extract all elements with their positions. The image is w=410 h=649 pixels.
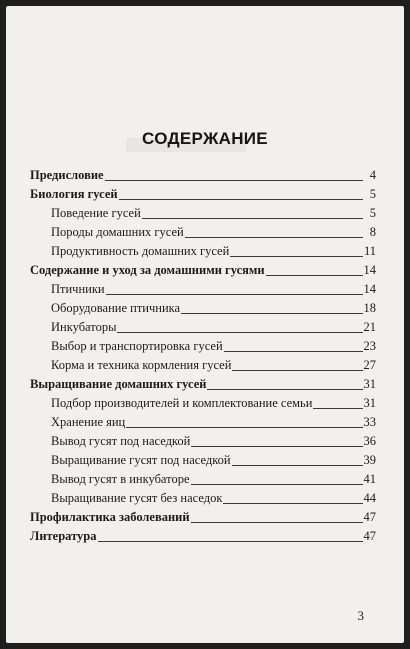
toc-entry-page: 14 bbox=[363, 263, 376, 277]
dot-leader bbox=[266, 274, 363, 276]
dot-leader bbox=[106, 293, 363, 295]
toc-section-entry bbox=[30, 506, 376, 525]
toc-entry-title: Поведение гусей bbox=[51, 206, 141, 220]
toc-section-entry bbox=[30, 373, 376, 392]
toc-subsection-entry bbox=[30, 316, 376, 335]
dot-leader bbox=[126, 426, 362, 428]
toc-entry-page: 5 bbox=[369, 206, 376, 220]
dot-leader bbox=[191, 483, 363, 485]
toc-entry-title: Породы домашних гусей bbox=[51, 225, 184, 239]
dot-leader bbox=[191, 521, 363, 523]
dot-leader bbox=[181, 312, 362, 314]
toc-entry-title: Оборудование птичника bbox=[51, 301, 181, 315]
toc-entry-title: Биология гусей bbox=[30, 187, 118, 201]
toc-entry-title: Хранение яиц bbox=[51, 415, 126, 429]
toc-entry-title: Выбор и транспортировка гусей bbox=[51, 339, 223, 353]
toc-subsection-entry bbox=[30, 202, 376, 221]
toc-entry-title: Подбор производителей и комплектование семьи bbox=[51, 396, 313, 410]
toc-entry-page: 47 bbox=[363, 529, 376, 543]
toc-subsection-entry bbox=[30, 240, 376, 259]
toc-section-entry bbox=[30, 525, 376, 544]
toc-entry-title: Корма и техника кормления гусей bbox=[51, 358, 232, 372]
toc-entry-page: 31 bbox=[363, 377, 376, 391]
dot-leader bbox=[230, 255, 363, 257]
toc-entry-page: 44 bbox=[363, 491, 376, 505]
toc-entry-title: Профилактика заболеваний bbox=[30, 510, 190, 524]
dot-leader bbox=[119, 198, 363, 200]
toc-subsection-entry bbox=[30, 468, 376, 487]
book-page bbox=[6, 6, 404, 643]
toc-entry-page: 4 bbox=[369, 168, 376, 182]
toc-subsection-entry bbox=[30, 354, 376, 373]
toc-entry-page: 31 bbox=[363, 396, 376, 410]
toc-subsection-entry bbox=[30, 411, 376, 430]
toc-entry-title: Выращивание гусят без наседок bbox=[51, 491, 223, 505]
toc-subsection-entry bbox=[30, 430, 376, 449]
toc-subsection-entry bbox=[30, 449, 376, 468]
toc-subsection-entry bbox=[30, 278, 376, 297]
dot-leader bbox=[223, 502, 362, 504]
toc-entry-title: Вывод гусят в инкубаторе bbox=[51, 472, 190, 486]
toc-entry-page: 36 bbox=[363, 434, 376, 448]
dot-leader bbox=[232, 464, 363, 466]
dot-leader bbox=[142, 217, 363, 219]
toc-entry-title: Предисловие bbox=[30, 168, 104, 182]
toc-section-entry bbox=[30, 259, 376, 278]
toc-entry-page: 21 bbox=[363, 320, 376, 334]
toc-entry-title: Вывод гусят под наседкой bbox=[51, 434, 191, 448]
toc-entry-page: 5 bbox=[369, 187, 376, 201]
toc-subsection-entry bbox=[30, 297, 376, 316]
table-of-contents bbox=[30, 164, 376, 544]
toc-entry-page: 47 bbox=[363, 510, 376, 524]
toc-subsection-entry bbox=[30, 392, 376, 411]
toc-entry-title: Выращивание гусят под наседкой bbox=[51, 453, 231, 467]
toc-subsection-entry bbox=[30, 487, 376, 506]
toc-entry-title: Продуктивность домашних гусей bbox=[51, 244, 230, 258]
toc-entry-title: Содержание и уход за домашними гусями bbox=[30, 263, 265, 277]
toc-entry-page: 27 bbox=[363, 358, 376, 372]
toc-entry-title: Выращивание домашних гусей bbox=[30, 377, 207, 391]
dot-leader bbox=[207, 388, 362, 390]
toc-section-entry bbox=[30, 164, 376, 183]
toc-entry-title: Инкубаторы bbox=[51, 320, 117, 334]
toc-entry-page: 18 bbox=[363, 301, 376, 315]
dot-leader bbox=[232, 369, 362, 371]
page-number: 3 bbox=[357, 608, 364, 623]
toc-entry-title: Птичники bbox=[51, 282, 105, 296]
dot-leader bbox=[191, 445, 362, 447]
toc-entry-page: 8 bbox=[369, 225, 376, 239]
toc-entry-title: Литература bbox=[30, 529, 97, 543]
toc-entry-page: 33 bbox=[363, 415, 376, 429]
toc-entry-page: 23 bbox=[363, 339, 376, 353]
page-title: СОДЕРЖАНИЕ bbox=[142, 129, 268, 148]
dot-leader bbox=[98, 540, 363, 542]
toc-entry-page: 41 bbox=[363, 472, 376, 486]
dot-leader bbox=[105, 179, 363, 181]
dot-leader bbox=[117, 331, 362, 333]
toc-section-entry bbox=[30, 183, 376, 202]
dot-leader bbox=[185, 236, 363, 238]
toc-entry-page: 14 bbox=[363, 282, 376, 296]
toc-entry-page: 11 bbox=[363, 244, 376, 258]
toc-subsection-entry bbox=[30, 335, 376, 354]
toc-entry-page: 39 bbox=[363, 453, 376, 467]
dot-leader bbox=[224, 350, 363, 352]
dot-leader bbox=[313, 407, 362, 409]
toc-subsection-entry bbox=[30, 221, 376, 240]
